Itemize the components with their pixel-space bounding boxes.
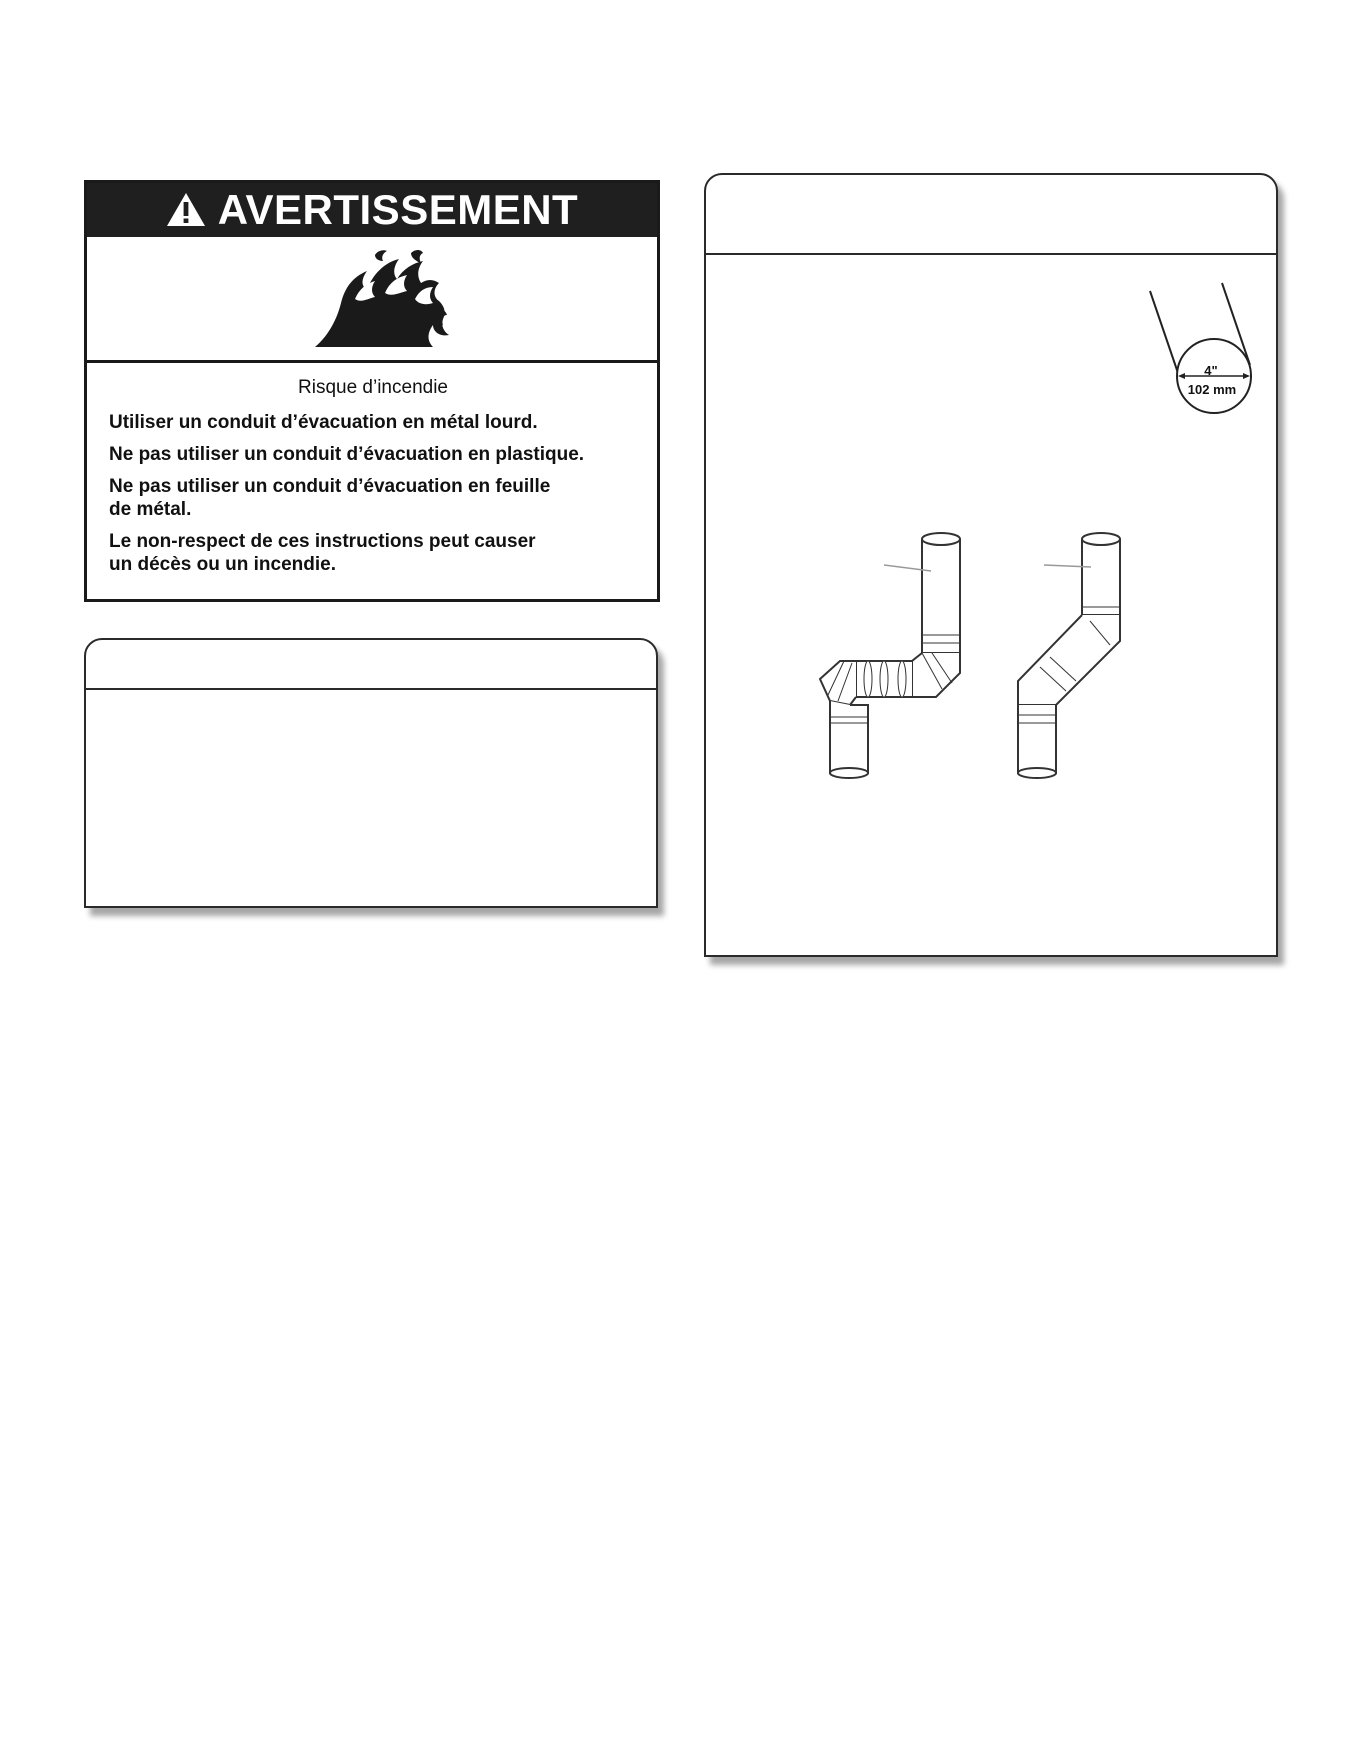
warning-line-text-continued: de métal. (109, 499, 192, 520)
duct-illustrations (706, 175, 1276, 955)
warning-line (109, 475, 637, 521)
warning-header (87, 183, 657, 237)
duct-figure-panel (704, 173, 1278, 957)
elbow-duct-illustration (820, 533, 960, 778)
info-panel-left-header (86, 640, 656, 690)
warning-line-text: Ne pas utiliser un conduit d’évacuation en plastique. (109, 444, 585, 465)
offset-duct-illustration (1018, 533, 1120, 778)
fire-hazard-pictogram (87, 237, 657, 363)
warning-line (109, 411, 637, 434)
info-panel-left (84, 638, 658, 908)
warning-line-text: Ne pas utiliser un conduit d’évacuation en feuille (109, 476, 551, 497)
warning-label (84, 180, 660, 602)
warning-line (109, 530, 637, 576)
warning-triangle-icon (166, 192, 206, 228)
duct-diameter-inches: 4" (1204, 363, 1218, 378)
warning-body (87, 363, 657, 576)
hazard-name: Risque d’incendie (298, 377, 448, 398)
fire-icon (315, 249, 450, 349)
warning-line-text: Utiliser un conduit d’évacuation en métal lourd. (109, 412, 538, 433)
duct-diameter-mm: 102 mm (1187, 382, 1237, 397)
warning-line (109, 443, 637, 466)
warning-line-text: Le non-respect de ces instructions peut causer (109, 531, 536, 552)
warning-line-text-continued: un décès ou un incendie. (109, 554, 336, 575)
warning-title: AVERTISSEMENT (217, 186, 579, 233)
